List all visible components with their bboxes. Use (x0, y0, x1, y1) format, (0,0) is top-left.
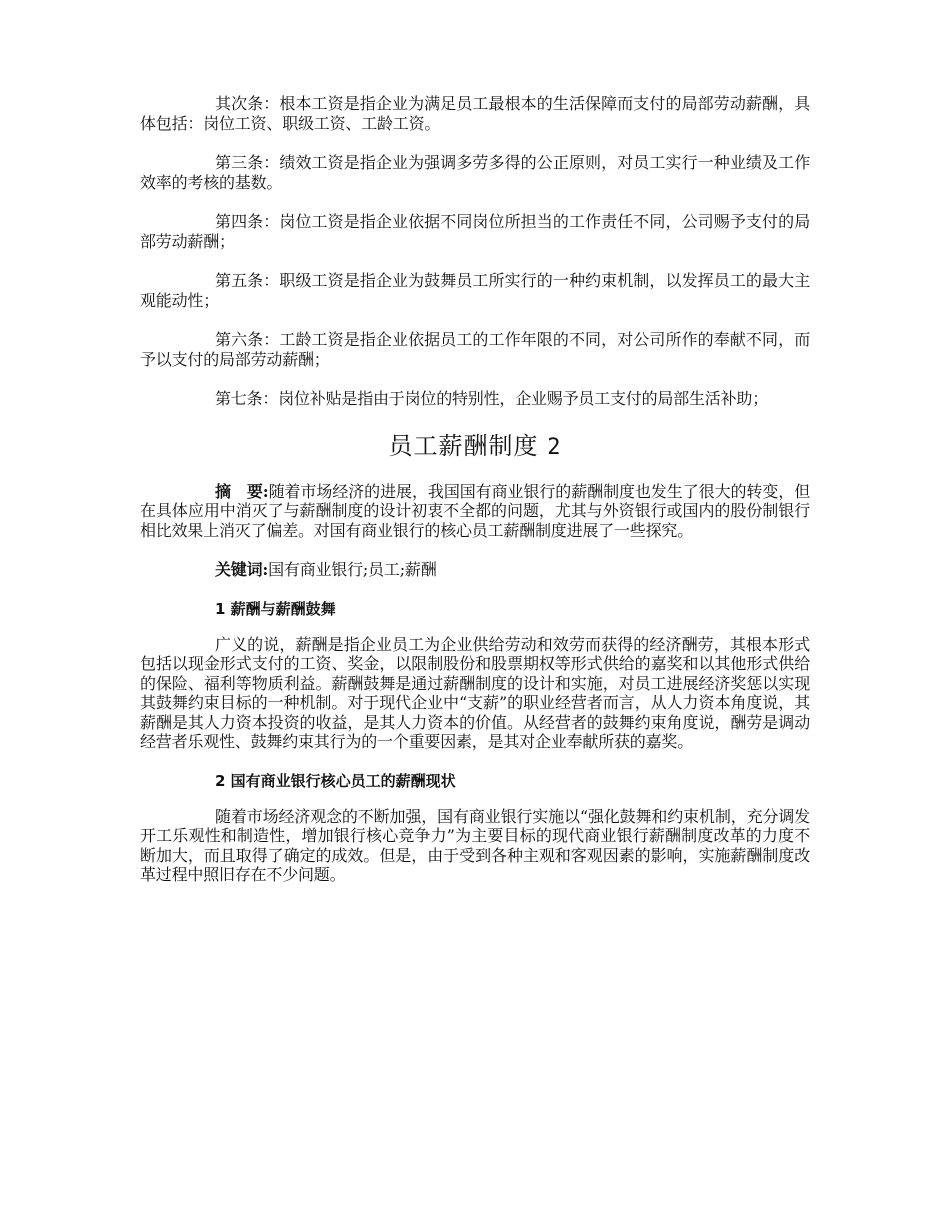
article-2: 其次条：根本工资是指企业为满足员工最根本的生活保障而支付的局部劳动薪酬，具体包括：岗位工资、职级工资、工龄工资。 (140, 94, 810, 133)
article-4: 第四条：岗位工资是指企业依据不同岗位所担当的工作责任不同，公司赐予支付的局部劳动薪酬； (140, 212, 810, 251)
keywords-text: 国有商业银行;员工;薪酬 (268, 560, 437, 579)
document-title (140, 429, 810, 465)
article-3: 第三条：绩效工资是指企业为强调多劳多得的公正原则，对员工实行一种业绩及工作效率的考核的基数。 (140, 153, 810, 192)
section-1-body: 广义的说，薪酬是指企业员工为企业供给劳动和效劳而获得的经济酬劳，其根本形式包括以现金形式支付的工资、奖金，以限制股份和股票期权等形式供给的嘉奖和以其他形式供给的保险、福利等物质利益。薪酬鼓舞是通过薪酬制度的设计和实施，对员工进展经济奖惩以实现其鼓舞约束目标的一种机制。对于现代企业中“支薪”的职业经营者而言，从人力资本角度说，其薪酬是其人力资本投资的收益，是其人力资本的价值。从经营者的鼓舞约束角度说，酬劳是调动经营者乐观性、鼓舞约束其行为的一个重要因素，是其对企业奉献所获的嘉奖。 (140, 634, 810, 751)
title-text: 员工薪酬制度 (388, 431, 539, 460)
section-1-heading: 1 薪酬与薪酬鼓舞 (215, 599, 336, 618)
abstract-paragraph (140, 482, 810, 541)
title-number: 2 (547, 434, 562, 460)
article-7: 第七条：岗位补贴是指由于岗位的特别性，企业赐予员工支付的局部生活补助； (215, 389, 769, 408)
keywords-label: 关键词: (215, 560, 269, 579)
abstract-label: 摘 要: (215, 481, 269, 501)
keywords-paragraph (140, 560, 810, 580)
abstract-text: 随着市场经济的进展，我国国有商业银行的薪酬制度也发生了很大的转变，但在具体应用中消灭了与薪酬制度的设计初衷不全都的问题，尤其与外资银行或国内的股份制银行相比效果上消灭了偏差。对国有商业银行的核心员工薪酬制度进展了一些探究。 (140, 481, 811, 540)
article-5: 第五条：职级工资是指企业为鼓舞员工所实行的一种约束机制，以发挥员工的最大主观能动性； (140, 271, 810, 310)
section-2-body: 随着市场经济观念的不断加强，国有商业银行实施以“强化鼓舞和约束机制，充分调发开工乐观性和制造性，增加银行核心竞争力”为主要目标的现代商业银行薪酬制度改革的力度不断加大，而且取得了确定的成效。但是，由于受到各种主观和客观因素的影响，实施薪酬制度改革过程中照旧存在不少问题。 (140, 806, 810, 884)
article-6: 第六条：工龄工资是指企业依据员工的工作年限的不同，对公司所作的奉献不同，而予以支付的局部劳动薪酬； (140, 330, 810, 369)
document-page (140, 94, 810, 905)
section-2-heading: 2 国有商业银行核心员工的薪酬现状 (215, 771, 456, 790)
